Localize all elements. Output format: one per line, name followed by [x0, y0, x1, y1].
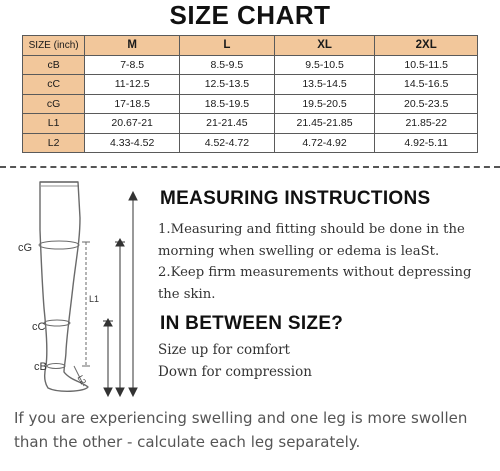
instruction-2: 2.Keep firm measurements without depressing the skin. — [158, 265, 472, 302]
page-title: SIZE CHART — [169, 0, 331, 30]
table-cell: 4.33-4.52 — [85, 133, 180, 153]
row-label: L1 — [23, 114, 85, 134]
leg-outline-icon — [40, 182, 88, 391]
table-cell: 7-8.5 — [85, 55, 180, 75]
size-chart-table — [22, 35, 478, 153]
table-cell: 21.45-21.85 — [274, 114, 375, 134]
table-cell: 18.5-19.5 — [180, 94, 275, 114]
table-cell: 19.5-20.5 — [274, 94, 375, 114]
label-l2: L2 — [75, 373, 88, 386]
table-cell: 21-21.45 — [180, 114, 275, 134]
label-cg: cG — [18, 242, 33, 254]
label-l1: L1 — [89, 294, 100, 304]
row-label: L2 — [23, 133, 85, 153]
table-cell: 10.5-11.5 — [375, 55, 478, 75]
table-cell: 11-12.5 — [85, 75, 180, 95]
row-label: cC — [23, 75, 85, 95]
column-header-l: L — [180, 36, 275, 56]
table-row — [23, 94, 478, 114]
table-row — [23, 114, 478, 134]
table-cell: 20.5-23.5 — [375, 94, 478, 114]
column-header-2xl: 2XL — [375, 36, 478, 56]
height-arrow-icon — [129, 192, 137, 396]
size-down-text: Down for compression — [158, 364, 312, 380]
measuring-instructions-heading: MEASURING INSTRUCTIONS — [160, 188, 431, 209]
table-cell: 13.5-14.5 — [274, 75, 375, 95]
table-row — [23, 55, 478, 75]
table-cell: 4.52-4.72 — [180, 133, 275, 153]
table-cell: 17-18.5 — [85, 94, 180, 114]
table-cell: 4.92-5.11 — [375, 133, 478, 153]
leg-length-arrow-icon — [115, 239, 125, 396]
table-row — [23, 133, 478, 153]
column-header-m: M — [85, 36, 180, 56]
in-between-size-heading: IN BETWEEN SIZE? — [160, 313, 344, 334]
cc-measure-ring-icon — [44, 320, 70, 326]
table-row — [23, 75, 478, 95]
table-cell: 8.5-9.5 — [180, 55, 275, 75]
table-cell: 12.5-13.5 — [180, 75, 275, 95]
table-corner-cell: SIZE (inch) — [23, 36, 85, 56]
leg-note: If you are experiencing swelling and one leg is more swollen than the other - calculate each leg separately. — [14, 409, 468, 451]
instruction-1: 1.Measuring and fitting should be done in the morning when swelling or edema is leaSt. — [158, 222, 465, 259]
label-cb: cB — [34, 361, 47, 373]
table-cell: 14.5-16.5 — [375, 75, 478, 95]
leg-diagram — [0, 168, 150, 400]
table-header-row — [23, 36, 478, 56]
column-header-xl: XL — [274, 36, 375, 56]
calf-arrow-icon — [103, 319, 113, 396]
table-cell: 21.85-22 — [375, 114, 478, 134]
row-label: cB — [23, 55, 85, 75]
cg-measure-ring-icon — [39, 241, 79, 249]
table-cell: 20.67-21 — [85, 114, 180, 134]
table-cell: 9.5-10.5 — [274, 55, 375, 75]
table-cell: 4.72-4.92 — [274, 133, 375, 153]
row-label: cG — [23, 94, 85, 114]
cb-measure-ring-icon — [47, 364, 65, 369]
size-up-text: Size up for comfort — [158, 342, 290, 358]
label-cc: cC — [32, 321, 46, 333]
